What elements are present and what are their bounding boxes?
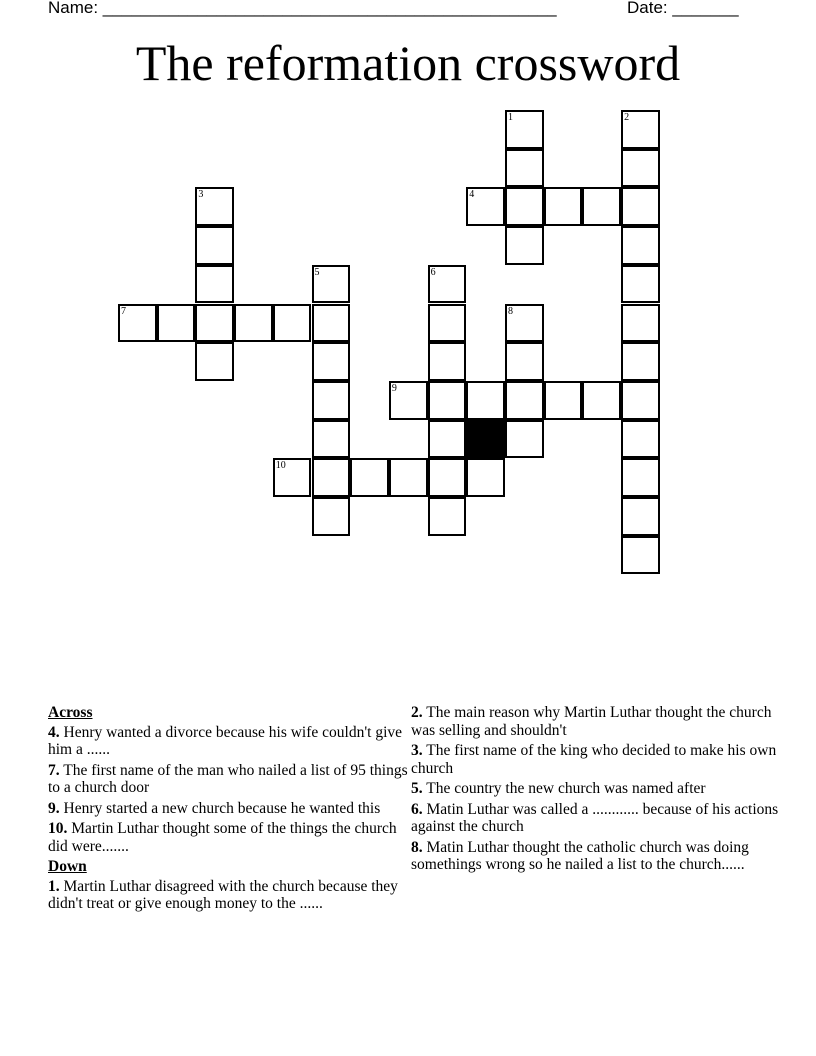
grid-cell[interactable] bbox=[621, 149, 660, 188]
clue-number: 3 bbox=[198, 189, 204, 201]
down-clue bbox=[411, 801, 781, 836]
down-clue bbox=[411, 704, 781, 739]
grid-cell[interactable] bbox=[505, 304, 544, 343]
grid-cell[interactable] bbox=[505, 110, 544, 149]
grid-cell[interactable] bbox=[195, 342, 234, 381]
grid-cell[interactable] bbox=[466, 381, 505, 420]
down-clue bbox=[411, 742, 781, 777]
clue-text: Matin Luthar thought the catholic church was doing somethings wrong so he nailed a list to the church...... bbox=[411, 838, 749, 873]
clue-num: 8. bbox=[411, 838, 423, 856]
clue-num: 1. bbox=[48, 877, 60, 895]
grid-cell[interactable] bbox=[195, 304, 234, 343]
clue-num: 6. bbox=[411, 800, 423, 818]
down-clue bbox=[411, 780, 781, 798]
clue-number: 10 bbox=[275, 460, 286, 472]
grid-cell[interactable] bbox=[505, 187, 544, 226]
clue-text: The first name of the man who nailed a list of 95 things to a church door bbox=[48, 761, 408, 796]
down-heading: Down bbox=[48, 858, 87, 875]
grid-cell[interactable] bbox=[273, 458, 312, 497]
grid-cell[interactable] bbox=[621, 458, 660, 497]
grid-cell[interactable] bbox=[544, 381, 583, 420]
clue-number: 1 bbox=[508, 112, 513, 123]
clue-num: 2. bbox=[411, 704, 423, 721]
grid-cell[interactable] bbox=[195, 265, 234, 304]
clue-num: 7. bbox=[48, 761, 60, 779]
down-clue bbox=[48, 878, 408, 913]
grid-cell[interactable] bbox=[312, 458, 351, 497]
grid-cell[interactable] bbox=[273, 304, 312, 343]
grid-cell[interactable] bbox=[312, 342, 351, 381]
grid-cell[interactable] bbox=[621, 420, 660, 459]
name-field[interactable]: Name: ________________________________________________ bbox=[48, 0, 557, 17]
clue-number: 6 bbox=[430, 266, 436, 278]
grid-cell[interactable] bbox=[621, 536, 660, 575]
grid-cell[interactable] bbox=[389, 381, 428, 420]
grid-cell[interactable] bbox=[466, 187, 505, 226]
down-clues-continued bbox=[411, 704, 781, 877]
grid-cell[interactable] bbox=[621, 110, 660, 149]
clue-text: The country the new church was named after bbox=[426, 780, 706, 797]
across-clue bbox=[48, 724, 408, 759]
grid-cell[interactable] bbox=[621, 187, 660, 226]
grid-cell[interactable] bbox=[582, 381, 621, 420]
grid-cell[interactable] bbox=[505, 149, 544, 188]
clue-number: 4 bbox=[469, 189, 475, 201]
grid-cell[interactable] bbox=[312, 265, 351, 304]
grid-cell[interactable] bbox=[428, 342, 467, 381]
grid-cell[interactable] bbox=[195, 226, 234, 265]
grid-cell[interactable] bbox=[621, 226, 660, 265]
across-clue bbox=[48, 800, 408, 818]
clue-text: Martin Luthar disagreed with the church because they didn't treat or give enough money to the ...... bbox=[48, 877, 398, 912]
clue-num: 3. bbox=[411, 742, 423, 759]
grid-cell[interactable] bbox=[621, 304, 660, 343]
grid-cell[interactable] bbox=[118, 304, 157, 343]
grid-cell[interactable] bbox=[428, 458, 467, 497]
grid-cell[interactable] bbox=[312, 304, 351, 343]
across-heading: Across bbox=[48, 704, 93, 721]
grid-cell[interactable] bbox=[544, 187, 583, 226]
across-clue bbox=[48, 820, 408, 855]
grid-cell[interactable] bbox=[466, 458, 505, 497]
grid-cell[interactable] bbox=[195, 187, 234, 226]
grid-cell[interactable] bbox=[312, 497, 351, 536]
grid-cell[interactable] bbox=[428, 381, 467, 420]
clue-text: The first name of the king who decided to make his own church bbox=[411, 742, 777, 777]
clue-text: The main reason why Martin Luthar thought the church was selling and shouldn't bbox=[411, 704, 772, 739]
grid-cell[interactable] bbox=[157, 304, 196, 343]
clue-number: 9 bbox=[391, 382, 397, 394]
grid-cell[interactable] bbox=[428, 497, 467, 536]
across-clues bbox=[48, 704, 408, 916]
grid-cell[interactable] bbox=[312, 420, 351, 459]
grid-cell[interactable] bbox=[505, 342, 544, 381]
clue-text: Matin Luthar was called a ............ because of his actions against the church bbox=[411, 800, 779, 835]
grid-cell[interactable] bbox=[505, 226, 544, 265]
grid-cell[interactable] bbox=[312, 381, 351, 420]
grid-cell[interactable] bbox=[582, 187, 621, 226]
clue-text: Henry wanted a divorce because his wife couldn't give him a ...... bbox=[48, 723, 403, 758]
grid-cell[interactable] bbox=[428, 304, 467, 343]
clue-text: Henry started a new church because he wanted this bbox=[63, 799, 381, 817]
grid-cell[interactable] bbox=[621, 381, 660, 420]
clue-number: 7 bbox=[121, 305, 126, 317]
grid-cell[interactable] bbox=[621, 265, 660, 304]
clue-number: 8 bbox=[508, 305, 513, 317]
page-title: The reformation crossword bbox=[135, 35, 681, 91]
down-clue bbox=[411, 839, 781, 874]
black-cell bbox=[466, 420, 505, 459]
clue-num: 9. bbox=[48, 799, 60, 817]
grid-cell[interactable] bbox=[428, 265, 467, 304]
clue-number: 5 bbox=[314, 266, 320, 278]
clue-num: 4. bbox=[48, 723, 60, 741]
grid-cell[interactable] bbox=[234, 304, 273, 343]
grid-cell[interactable] bbox=[428, 420, 467, 459]
clue-num: 5. bbox=[411, 780, 423, 797]
clue-num: 10. bbox=[48, 820, 68, 837]
clue-number: 2 bbox=[624, 112, 630, 123]
grid-cell[interactable] bbox=[505, 420, 544, 459]
grid-cell[interactable] bbox=[621, 342, 660, 381]
clue-text: Martin Luthar thought some of the things the church did were....... bbox=[48, 820, 397, 855]
across-clue bbox=[48, 762, 408, 797]
grid-cell[interactable] bbox=[505, 381, 544, 420]
grid-cell[interactable] bbox=[350, 458, 389, 497]
grid-cell[interactable] bbox=[389, 458, 428, 497]
grid-cell[interactable] bbox=[621, 497, 660, 536]
date-field[interactable]: Date: _______ bbox=[627, 0, 739, 17]
